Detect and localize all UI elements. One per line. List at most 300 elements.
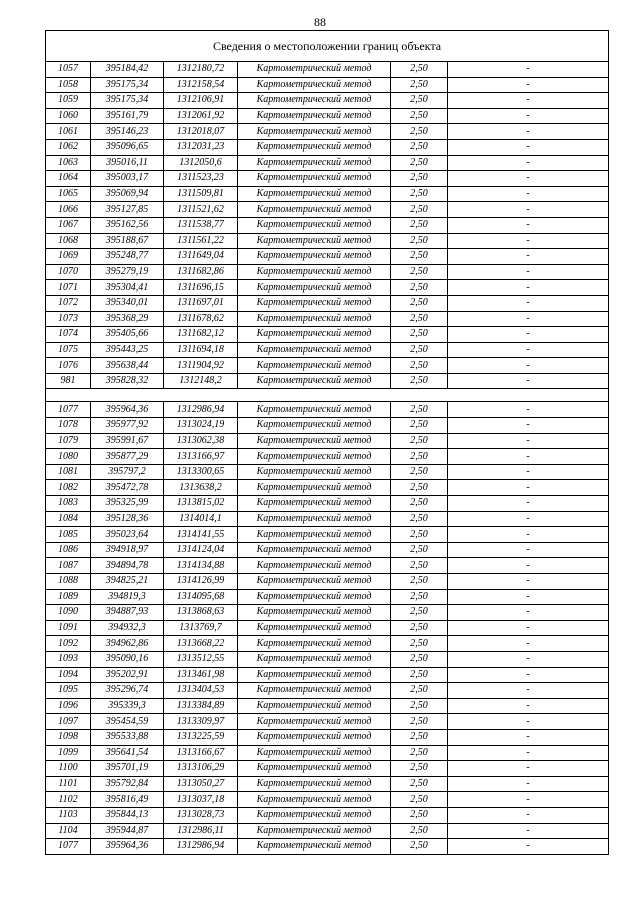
y-coordinate-cell: 1313404,53 xyxy=(164,683,238,699)
accuracy-cell: 2,50 xyxy=(391,327,448,343)
accuracy-cell: 2,50 xyxy=(391,249,448,265)
table-row xyxy=(46,77,609,93)
x-coordinate-cell: 395175,34 xyxy=(91,77,164,93)
x-coordinate-cell: 395202,91 xyxy=(91,667,164,683)
table-row xyxy=(46,449,609,465)
x-coordinate-cell: 395792,84 xyxy=(91,776,164,792)
method-cell: Картометрический метод xyxy=(238,171,391,187)
method-cell: Картометрический метод xyxy=(238,480,391,496)
method-cell: Картометрический метод xyxy=(238,342,391,358)
point-number-cell: 1058 xyxy=(46,77,91,93)
point-number-cell: 1068 xyxy=(46,233,91,249)
x-coordinate-cell: 395877,29 xyxy=(91,449,164,465)
description-cell: - xyxy=(448,480,609,496)
point-number-cell: 1082 xyxy=(46,480,91,496)
accuracy-cell: 2,50 xyxy=(391,636,448,652)
description-cell: - xyxy=(448,745,609,761)
x-coordinate-cell: 395325,99 xyxy=(91,496,164,512)
method-cell: Картометрический метод xyxy=(238,62,391,78)
x-coordinate-cell: 395533,88 xyxy=(91,729,164,745)
y-coordinate-cell: 1313384,89 xyxy=(164,698,238,714)
accuracy-cell: 2,50 xyxy=(391,93,448,109)
method-cell: Картометрический метод xyxy=(238,729,391,745)
y-coordinate-cell: 1313668,22 xyxy=(164,636,238,652)
method-cell: Картометрический метод xyxy=(238,264,391,280)
accuracy-cell: 2,50 xyxy=(391,155,448,171)
point-number-cell: 1070 xyxy=(46,264,91,280)
x-coordinate-cell: 394825,21 xyxy=(91,574,164,590)
description-cell: - xyxy=(448,358,609,374)
description-cell: - xyxy=(448,62,609,78)
table-row xyxy=(46,651,609,667)
table-row xyxy=(46,62,609,78)
accuracy-cell: 2,50 xyxy=(391,233,448,249)
point-number-cell: 1090 xyxy=(46,605,91,621)
description-cell: - xyxy=(448,264,609,280)
point-number-cell: 1091 xyxy=(46,620,91,636)
y-coordinate-cell: 1313106,29 xyxy=(164,761,238,777)
y-coordinate-cell: 1313225,59 xyxy=(164,729,238,745)
x-coordinate-cell: 395844,13 xyxy=(91,807,164,823)
x-coordinate-cell: 395023,64 xyxy=(91,527,164,543)
description-cell: - xyxy=(448,342,609,358)
table-row xyxy=(46,636,609,652)
accuracy-cell: 2,50 xyxy=(391,776,448,792)
table-row xyxy=(46,373,609,389)
description-cell: - xyxy=(448,496,609,512)
table-row xyxy=(46,233,609,249)
point-number-cell: 1101 xyxy=(46,776,91,792)
point-number-cell: 1062 xyxy=(46,139,91,155)
description-cell: - xyxy=(448,542,609,558)
method-cell: Картометрический метод xyxy=(238,589,391,605)
table-row xyxy=(46,124,609,140)
description-cell: - xyxy=(448,729,609,745)
description-cell: - xyxy=(448,139,609,155)
method-cell: Картометрический метод xyxy=(238,433,391,449)
accuracy-cell: 2,50 xyxy=(391,449,448,465)
y-coordinate-cell: 1311649,04 xyxy=(164,249,238,265)
y-coordinate-cell: 1312031,23 xyxy=(164,139,238,155)
table-row xyxy=(46,542,609,558)
table-row xyxy=(46,311,609,327)
point-number-cell: 981 xyxy=(46,373,91,389)
point-number-cell: 1064 xyxy=(46,171,91,187)
point-number-cell: 1099 xyxy=(46,745,91,761)
x-coordinate-cell: 395964,36 xyxy=(91,402,164,418)
point-number-cell: 1095 xyxy=(46,683,91,699)
x-coordinate-cell: 395340,01 xyxy=(91,295,164,311)
description-cell: - xyxy=(448,823,609,839)
method-cell: Картометрический метод xyxy=(238,280,391,296)
x-coordinate-cell: 395638,44 xyxy=(91,358,164,374)
x-coordinate-cell: 395128,36 xyxy=(91,511,164,527)
table-row xyxy=(46,667,609,683)
description-cell: - xyxy=(448,558,609,574)
point-number-cell: 1077 xyxy=(46,402,91,418)
method-cell: Картометрический метод xyxy=(238,605,391,621)
y-coordinate-cell: 1311694,18 xyxy=(164,342,238,358)
point-number-cell: 1094 xyxy=(46,667,91,683)
method-cell: Картометрический метод xyxy=(238,511,391,527)
y-coordinate-cell: 1314014,1 xyxy=(164,511,238,527)
x-coordinate-cell: 394887,93 xyxy=(91,605,164,621)
point-number-cell: 1081 xyxy=(46,464,91,480)
point-number-cell: 1092 xyxy=(46,636,91,652)
y-coordinate-cell: 1313166,67 xyxy=(164,745,238,761)
y-coordinate-cell: 1311682,12 xyxy=(164,327,238,343)
method-cell: Картометрический метод xyxy=(238,402,391,418)
x-coordinate-cell: 395175,34 xyxy=(91,93,164,109)
description-cell: - xyxy=(448,311,609,327)
point-number-cell: 1059 xyxy=(46,93,91,109)
method-cell: Картометрический метод xyxy=(238,418,391,434)
y-coordinate-cell: 1313024,19 xyxy=(164,418,238,434)
method-cell: Картометрический метод xyxy=(238,358,391,374)
point-number-cell: 1088 xyxy=(46,574,91,590)
x-coordinate-cell: 394932,3 xyxy=(91,620,164,636)
x-coordinate-cell: 395977,92 xyxy=(91,418,164,434)
point-number-cell: 1063 xyxy=(46,155,91,171)
description-cell: - xyxy=(448,776,609,792)
x-coordinate-cell: 395296,74 xyxy=(91,683,164,699)
point-number-cell: 1069 xyxy=(46,249,91,265)
accuracy-cell: 2,50 xyxy=(391,589,448,605)
x-coordinate-cell: 395184,42 xyxy=(91,62,164,78)
x-coordinate-cell: 395279,19 xyxy=(91,264,164,280)
method-cell: Картометрический метод xyxy=(238,792,391,808)
table-row xyxy=(46,729,609,745)
x-coordinate-cell: 395096,65 xyxy=(91,139,164,155)
method-cell: Картометрический метод xyxy=(238,124,391,140)
point-number-cell: 1057 xyxy=(46,62,91,78)
point-number-cell: 1084 xyxy=(46,511,91,527)
table-row xyxy=(46,620,609,636)
table-row xyxy=(46,792,609,808)
point-number-cell: 1093 xyxy=(46,651,91,667)
table-row xyxy=(46,171,609,187)
method-cell: Картометрический метод xyxy=(238,249,391,265)
x-coordinate-cell: 395162,56 xyxy=(91,217,164,233)
method-cell: Картометрический метод xyxy=(238,542,391,558)
y-coordinate-cell: 1314141,55 xyxy=(164,527,238,543)
method-cell: Картометрический метод xyxy=(238,233,391,249)
point-number-cell: 1077 xyxy=(46,839,91,855)
table-row xyxy=(46,823,609,839)
boundary-coordinates-table xyxy=(45,30,609,855)
point-number-cell: 1075 xyxy=(46,342,91,358)
table-row xyxy=(46,839,609,855)
table-row xyxy=(46,202,609,218)
table-row xyxy=(46,807,609,823)
point-number-cell: 1076 xyxy=(46,358,91,374)
point-number-cell: 1073 xyxy=(46,311,91,327)
accuracy-cell: 2,50 xyxy=(391,108,448,124)
table-row xyxy=(46,605,609,621)
accuracy-cell: 2,50 xyxy=(391,745,448,761)
table-header: Сведения о местоположении границ объекта xyxy=(46,31,609,62)
table-header-row xyxy=(46,31,609,62)
method-cell: Картометрический метод xyxy=(238,139,391,155)
y-coordinate-cell: 1313050,27 xyxy=(164,776,238,792)
method-cell: Картометрический метод xyxy=(238,761,391,777)
y-coordinate-cell: 1311678,62 xyxy=(164,311,238,327)
description-cell: - xyxy=(448,108,609,124)
point-number-cell: 1078 xyxy=(46,418,91,434)
description-cell: - xyxy=(448,124,609,140)
point-number-cell: 1085 xyxy=(46,527,91,543)
method-cell: Картометрический метод xyxy=(238,683,391,699)
point-number-cell: 1061 xyxy=(46,124,91,140)
accuracy-cell: 2,50 xyxy=(391,542,448,558)
accuracy-cell: 2,50 xyxy=(391,217,448,233)
y-coordinate-cell: 1313309,97 xyxy=(164,714,238,730)
table-row xyxy=(46,480,609,496)
description-cell: - xyxy=(448,233,609,249)
y-coordinate-cell: 1311696,15 xyxy=(164,280,238,296)
method-cell: Картометрический метод xyxy=(238,202,391,218)
method-cell: Картометрический метод xyxy=(238,527,391,543)
accuracy-cell: 2,50 xyxy=(391,202,448,218)
point-number-cell: 1071 xyxy=(46,280,91,296)
point-number-cell: 1079 xyxy=(46,433,91,449)
x-coordinate-cell: 395003,17 xyxy=(91,171,164,187)
table-row xyxy=(46,698,609,714)
description-cell: - xyxy=(448,527,609,543)
x-coordinate-cell: 394962,86 xyxy=(91,636,164,652)
description-cell: - xyxy=(448,839,609,855)
table-row xyxy=(46,418,609,434)
description-cell: - xyxy=(448,698,609,714)
y-coordinate-cell: 1313062,38 xyxy=(164,433,238,449)
y-coordinate-cell: 1312158,54 xyxy=(164,77,238,93)
point-number-cell: 1087 xyxy=(46,558,91,574)
y-coordinate-cell: 1313166,97 xyxy=(164,449,238,465)
method-cell: Картометрический метод xyxy=(238,449,391,465)
x-coordinate-cell: 395304,41 xyxy=(91,280,164,296)
accuracy-cell: 2,50 xyxy=(391,295,448,311)
method-cell: Картометрический метод xyxy=(238,714,391,730)
y-coordinate-cell: 1312180,72 xyxy=(164,62,238,78)
table-row xyxy=(46,761,609,777)
y-coordinate-cell: 1311682,86 xyxy=(164,264,238,280)
point-number-cell: 1074 xyxy=(46,327,91,343)
accuracy-cell: 2,50 xyxy=(391,264,448,280)
table-row xyxy=(46,342,609,358)
method-cell: Картометрический метод xyxy=(238,698,391,714)
point-number-cell: 1083 xyxy=(46,496,91,512)
y-coordinate-cell: 1313868,63 xyxy=(164,605,238,621)
method-cell: Картометрический метод xyxy=(238,464,391,480)
y-coordinate-cell: 1311523,23 xyxy=(164,171,238,187)
y-coordinate-cell: 1314124,04 xyxy=(164,542,238,558)
accuracy-cell: 2,50 xyxy=(391,433,448,449)
accuracy-cell: 2,50 xyxy=(391,373,448,389)
accuracy-cell: 2,50 xyxy=(391,77,448,93)
table-row xyxy=(46,295,609,311)
table-row xyxy=(46,139,609,155)
point-number-cell: 1100 xyxy=(46,761,91,777)
accuracy-cell: 2,50 xyxy=(391,480,448,496)
y-coordinate-cell: 1311561,22 xyxy=(164,233,238,249)
table-row xyxy=(46,745,609,761)
table-row xyxy=(46,186,609,202)
accuracy-cell: 2,50 xyxy=(391,683,448,699)
point-number-cell: 1060 xyxy=(46,108,91,124)
method-cell: Картометрический метод xyxy=(238,327,391,343)
accuracy-cell: 2,50 xyxy=(391,729,448,745)
method-cell: Картометрический метод xyxy=(238,217,391,233)
description-cell: - xyxy=(448,433,609,449)
y-coordinate-cell: 1313769,7 xyxy=(164,620,238,636)
method-cell: Картометрический метод xyxy=(238,108,391,124)
x-coordinate-cell: 395146,23 xyxy=(91,124,164,140)
y-coordinate-cell: 1311538,77 xyxy=(164,217,238,233)
accuracy-cell: 2,50 xyxy=(391,667,448,683)
point-number-cell: 1089 xyxy=(46,589,91,605)
accuracy-cell: 2,50 xyxy=(391,574,448,590)
x-coordinate-cell: 395161,79 xyxy=(91,108,164,124)
description-cell: - xyxy=(448,280,609,296)
table-row xyxy=(46,217,609,233)
x-coordinate-cell: 395828,32 xyxy=(91,373,164,389)
accuracy-cell: 2,50 xyxy=(391,280,448,296)
x-coordinate-cell: 395816,49 xyxy=(91,792,164,808)
method-cell: Картометрический метод xyxy=(238,807,391,823)
accuracy-cell: 2,50 xyxy=(391,139,448,155)
y-coordinate-cell: 1313638,2 xyxy=(164,480,238,496)
description-cell: - xyxy=(448,464,609,480)
y-coordinate-cell: 1313512,55 xyxy=(164,651,238,667)
description-cell: - xyxy=(448,761,609,777)
table-row xyxy=(46,264,609,280)
table-row xyxy=(46,155,609,171)
section-separator xyxy=(46,389,609,402)
y-coordinate-cell: 1312050,6 xyxy=(164,155,238,171)
point-number-cell: 1086 xyxy=(46,542,91,558)
y-coordinate-cell: 1313037,18 xyxy=(164,792,238,808)
table-row xyxy=(46,511,609,527)
description-cell: - xyxy=(448,327,609,343)
method-cell: Картометрический метод xyxy=(238,496,391,512)
x-coordinate-cell: 394918,97 xyxy=(91,542,164,558)
description-cell: - xyxy=(448,249,609,265)
accuracy-cell: 2,50 xyxy=(391,342,448,358)
x-coordinate-cell: 395472,78 xyxy=(91,480,164,496)
table-row xyxy=(46,496,609,512)
x-coordinate-cell: 395248,77 xyxy=(91,249,164,265)
x-coordinate-cell: 395797,2 xyxy=(91,464,164,480)
method-cell: Картометрический метод xyxy=(238,651,391,667)
point-number-cell: 1065 xyxy=(46,186,91,202)
y-coordinate-cell: 1313461,98 xyxy=(164,667,238,683)
accuracy-cell: 2,50 xyxy=(391,761,448,777)
description-cell: - xyxy=(448,202,609,218)
method-cell: Картометрический метод xyxy=(238,776,391,792)
method-cell: Картометрический метод xyxy=(238,620,391,636)
x-coordinate-cell: 395090,16 xyxy=(91,651,164,667)
table-row xyxy=(46,249,609,265)
method-cell: Картометрический метод xyxy=(238,745,391,761)
description-cell: - xyxy=(448,714,609,730)
method-cell: Картометрический метод xyxy=(238,574,391,590)
x-coordinate-cell: 395405,66 xyxy=(91,327,164,343)
method-cell: Картометрический метод xyxy=(238,186,391,202)
point-number-cell: 1096 xyxy=(46,698,91,714)
description-cell: - xyxy=(448,155,609,171)
method-cell: Картометрический метод xyxy=(238,311,391,327)
table-row xyxy=(46,402,609,418)
y-coordinate-cell: 1311904,92 xyxy=(164,358,238,374)
table-row xyxy=(46,589,609,605)
table-row xyxy=(46,464,609,480)
point-number-cell: 1066 xyxy=(46,202,91,218)
y-coordinate-cell: 1311521,62 xyxy=(164,202,238,218)
point-number-cell: 1072 xyxy=(46,295,91,311)
method-cell: Картометрический метод xyxy=(238,667,391,683)
description-cell: - xyxy=(448,683,609,699)
accuracy-cell: 2,50 xyxy=(391,792,448,808)
accuracy-cell: 2,50 xyxy=(391,527,448,543)
method-cell: Картометрический метод xyxy=(238,558,391,574)
y-coordinate-cell: 1313815,02 xyxy=(164,496,238,512)
y-coordinate-cell: 1314134,88 xyxy=(164,558,238,574)
x-coordinate-cell: 395641,54 xyxy=(91,745,164,761)
method-cell: Картометрический метод xyxy=(238,77,391,93)
accuracy-cell: 2,50 xyxy=(391,402,448,418)
description-cell: - xyxy=(448,171,609,187)
x-coordinate-cell: 394819,3 xyxy=(91,589,164,605)
point-number-cell: 1080 xyxy=(46,449,91,465)
table-row xyxy=(46,93,609,109)
y-coordinate-cell: 1312106,91 xyxy=(164,93,238,109)
page-number: 88 xyxy=(314,15,326,29)
accuracy-cell: 2,50 xyxy=(391,311,448,327)
accuracy-cell: 2,50 xyxy=(391,464,448,480)
x-coordinate-cell: 395454,59 xyxy=(91,714,164,730)
x-coordinate-cell: 395339,3 xyxy=(91,698,164,714)
description-cell: - xyxy=(448,807,609,823)
table-row xyxy=(46,558,609,574)
accuracy-cell: 2,50 xyxy=(391,124,448,140)
description-cell: - xyxy=(448,605,609,621)
table-row xyxy=(46,527,609,543)
method-cell: Картометрический метод xyxy=(238,839,391,855)
table-row xyxy=(46,108,609,124)
accuracy-cell: 2,50 xyxy=(391,698,448,714)
description-cell: - xyxy=(448,589,609,605)
table-row xyxy=(46,683,609,699)
table-row xyxy=(46,327,609,343)
accuracy-cell: 2,50 xyxy=(391,807,448,823)
method-cell: Картометрический метод xyxy=(238,636,391,652)
description-cell: - xyxy=(448,418,609,434)
point-number-cell: 1067 xyxy=(46,217,91,233)
section-separator-row xyxy=(46,389,609,402)
x-coordinate-cell: 395991,67 xyxy=(91,433,164,449)
accuracy-cell: 2,50 xyxy=(391,418,448,434)
x-coordinate-cell: 395368,29 xyxy=(91,311,164,327)
accuracy-cell: 2,50 xyxy=(391,823,448,839)
accuracy-cell: 2,50 xyxy=(391,620,448,636)
y-coordinate-cell: 1313028,73 xyxy=(164,807,238,823)
method-cell: Картометрический метод xyxy=(238,823,391,839)
x-coordinate-cell: 395964,36 xyxy=(91,839,164,855)
x-coordinate-cell: 395127,85 xyxy=(91,202,164,218)
description-cell: - xyxy=(448,186,609,202)
y-coordinate-cell: 1313300,65 xyxy=(164,464,238,480)
accuracy-cell: 2,50 xyxy=(391,651,448,667)
